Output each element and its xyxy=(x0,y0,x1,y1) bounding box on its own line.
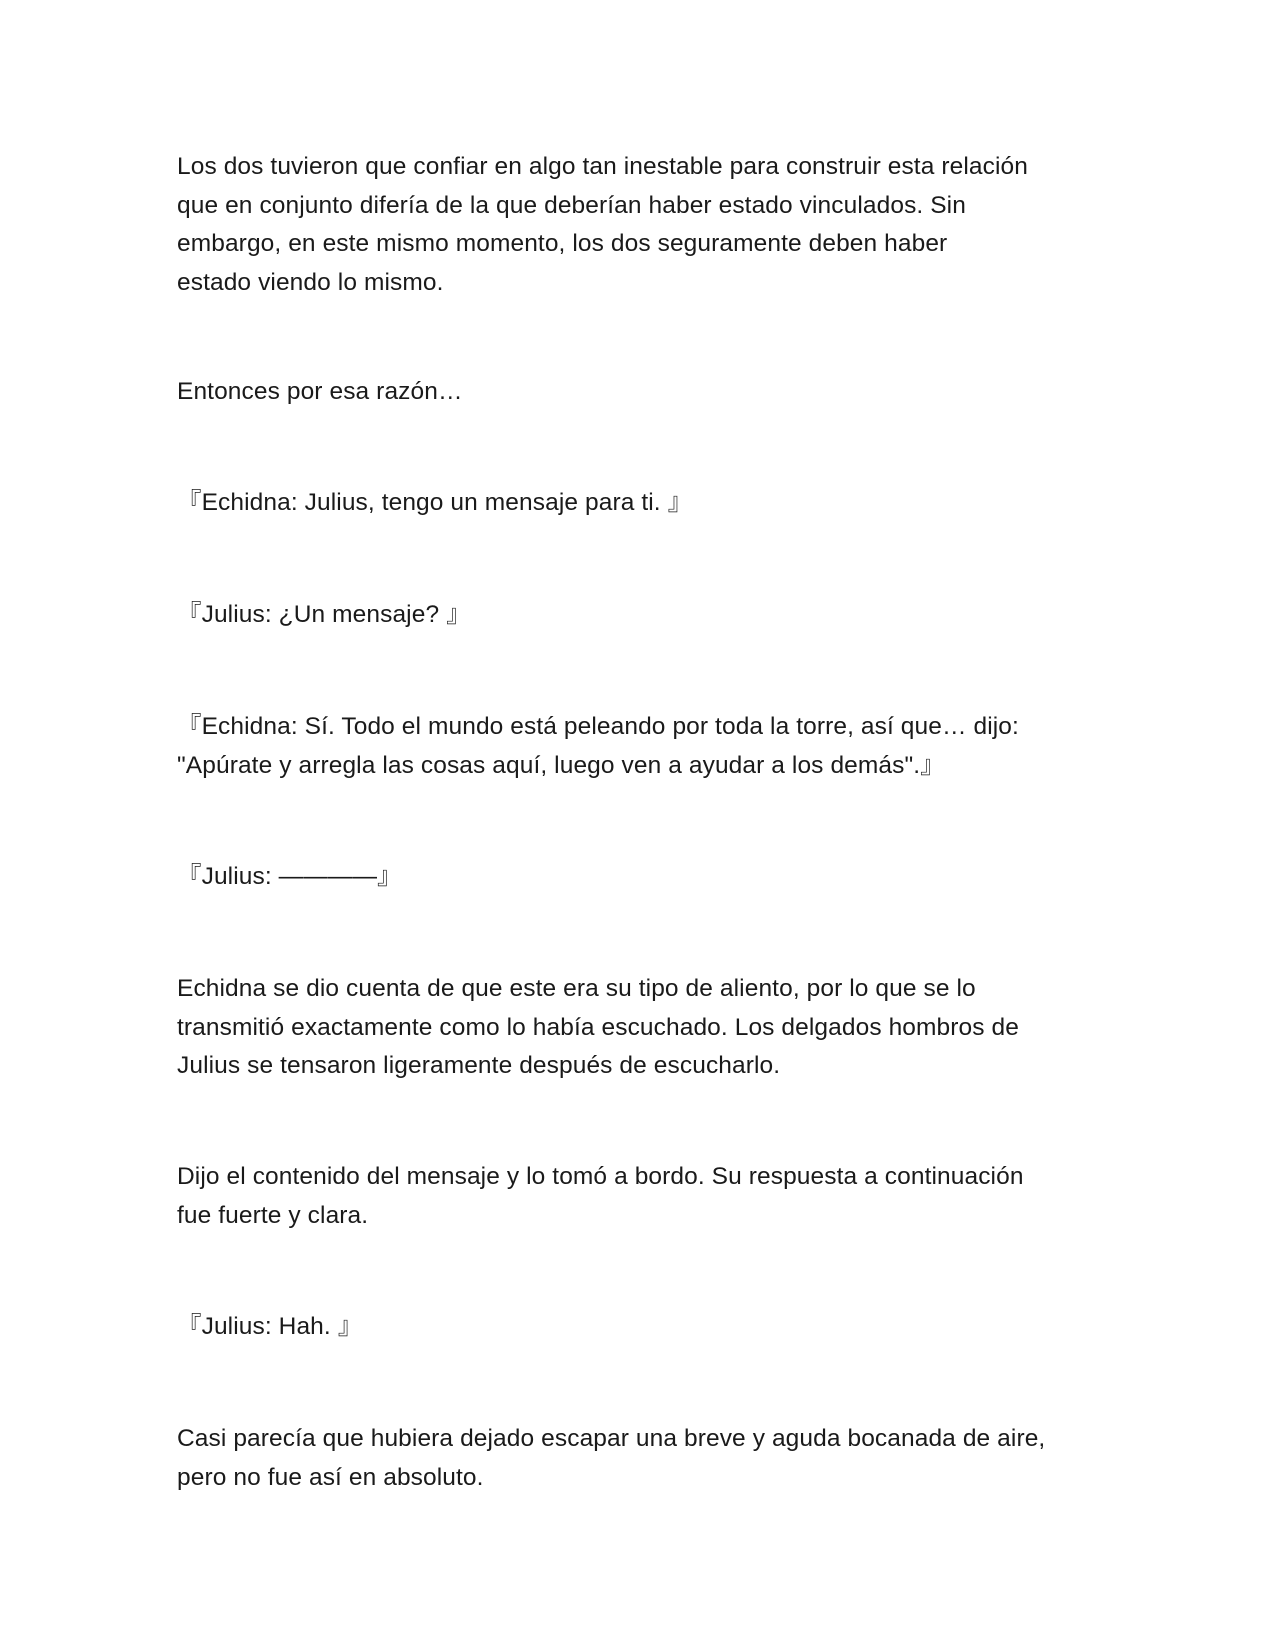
dialogue-julius-3: 『Julius: Hah. 』 xyxy=(177,1313,363,1340)
dialogue-echidna-2: 『Echidna: Sí. Todo el mundo está peleando por toda la torre, así que… dijo: "Apúrate y arregla las cosas aquí, luego ven a ayudar a los demás".』 xyxy=(177,713,1019,779)
paragraph-narration-1: Los dos tuvieron que confiar en algo tan inestable para construir esta relación que en conjunto difería de la que deberían haber estado vinculados. Sin embargo, en este mismo momento, los dos seguramente deben haber estado viendo lo mismo. xyxy=(177,153,1028,296)
paragraph-narration-5: Casi parecía que hubiera dejado escapar una breve y aguda bocanada de aire, pero no fue así en absoluto. xyxy=(177,1425,1046,1491)
dialogue-julius-2: 『Julius: ————』 xyxy=(177,863,402,890)
paragraph-narration-3: Echidna se dio cuenta de que este era su tipo de aliento, por lo que se lo transmitió exactamente como lo había escuchado. Los delgados hombros de Julius se tensaron ligeramente después de escucharlo. xyxy=(177,975,1019,1079)
dialogue-echidna-1: 『Echidna: Julius, tengo un mensaje para ti. 』 xyxy=(177,489,693,516)
dialogue-julius-1: 『Julius: ¿Un mensaje? 』 xyxy=(177,601,471,628)
paragraph-narration-4: Dijo el contenido del mensaje y lo tomó a bordo. Su respuesta a continuación fue fuerte y clara. xyxy=(177,1163,1024,1229)
paragraph-narration-2: Entonces por esa razón… xyxy=(177,378,463,405)
